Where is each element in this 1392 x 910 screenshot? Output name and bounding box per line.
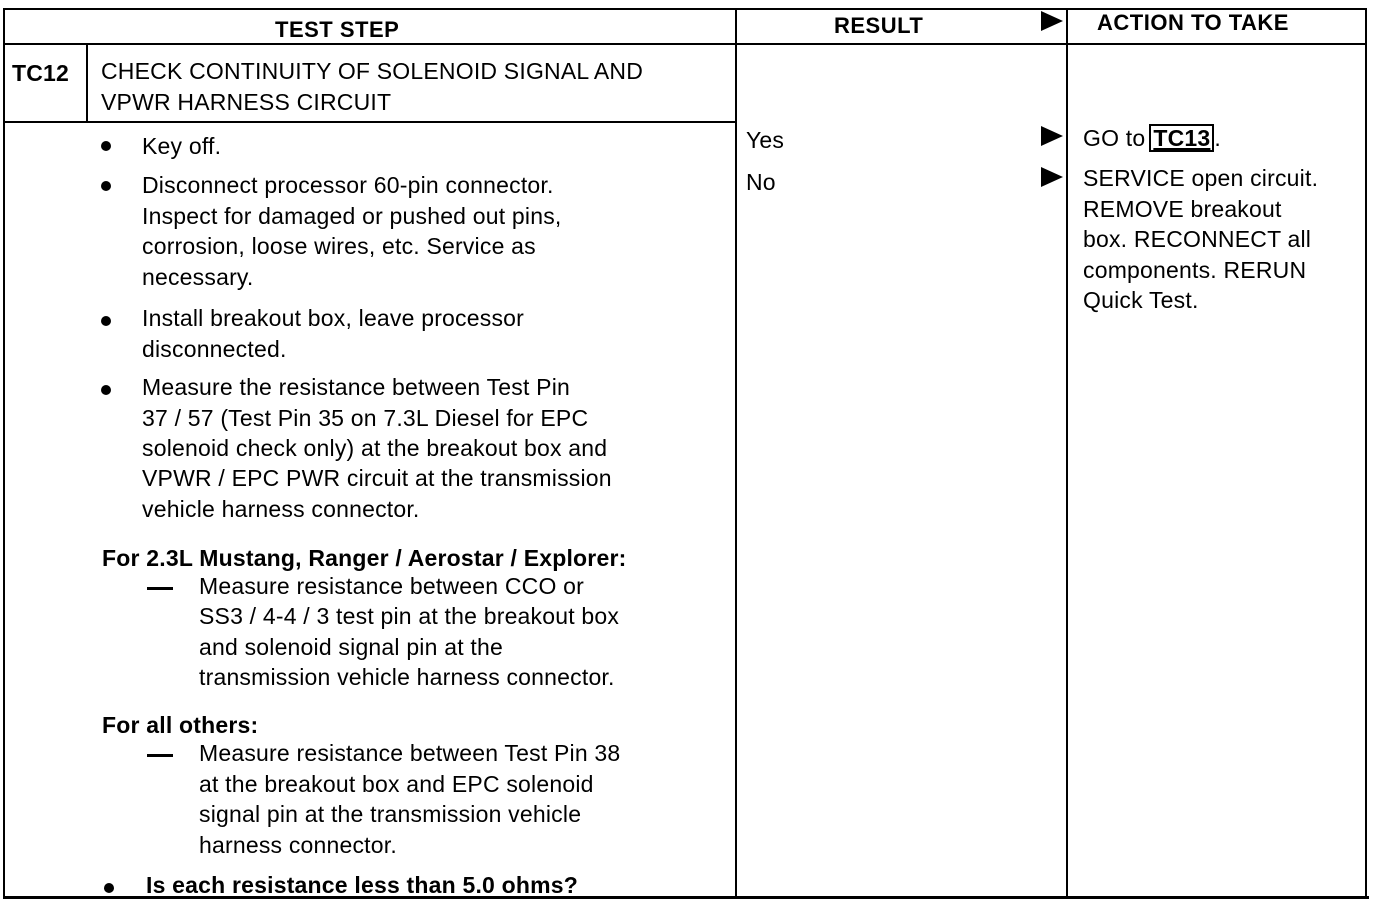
bullet-icon	[101, 141, 111, 151]
column-divider-result	[735, 8, 737, 898]
section-others-line: signal pin at the transmission vehicle	[199, 801, 582, 827]
section-others-line: harness connector.	[199, 832, 397, 858]
result-yes-arrow-icon	[1041, 126, 1063, 146]
step-reference-tc13[interactable]: TC13	[1149, 124, 1214, 152]
column-divider-action	[1066, 8, 1068, 898]
bullet-1-line: Key off.	[142, 133, 222, 159]
section-mustang-line: Measure resistance between CCO or	[199, 573, 584, 599]
step-id: TC12	[12, 60, 70, 86]
section-others-heading: For all others:	[102, 712, 259, 738]
action-no-line: Quick Test.	[1083, 287, 1199, 313]
header-arrow-icon	[1041, 11, 1063, 31]
action-no-line: SERVICE open circuit.	[1083, 165, 1319, 191]
bullet-4-line: 37 / 57 (Test Pin 35 on 7.3L Diesel for EPC	[142, 405, 589, 431]
section-mustang-line: transmission vehicle harness connector.	[199, 664, 615, 690]
action-no-line: REMOVE breakout	[1083, 196, 1282, 222]
header-result: RESULT	[834, 13, 924, 38]
section-mustang-line: and solenoid signal pin at the	[199, 634, 503, 660]
header-action: ACTION TO TAKE	[1097, 10, 1289, 35]
result-yes: Yes	[746, 127, 785, 153]
bullet-2-line: Disconnect processor 60-pin connector.	[142, 172, 554, 198]
header-test-step: TEST STEP	[275, 17, 400, 42]
bullet-2-line: necessary.	[142, 264, 254, 290]
section-others-line: at the breakout box and EPC solenoid	[199, 771, 594, 797]
bullet-icon	[104, 883, 114, 893]
bullet-icon	[101, 316, 111, 326]
dash-icon	[147, 587, 173, 590]
bullet-4-line: VPWR / EPC PWR circuit at the transmission	[142, 465, 612, 491]
final-question: Is each resistance less than 5.0 ohms?	[146, 872, 579, 898]
step-id-divider	[86, 44, 88, 123]
step-title-line2: VPWR HARNESS CIRCUIT	[101, 89, 392, 115]
bullet-3-line: Install breakout box, leave processor	[142, 305, 524, 331]
table-left-border	[3, 8, 5, 898]
section-mustang-line: SS3 / 4-4 / 3 test pin at the breakout box	[199, 603, 620, 629]
bullet-3-line: disconnected.	[142, 336, 287, 362]
action-yes-prefix: GO to	[1083, 125, 1146, 151]
bullet-4-line: Measure the resistance between Test Pin	[142, 374, 570, 400]
bullet-4-line: vehicle harness connector.	[142, 496, 420, 522]
action-yes-suffix: .	[1214, 125, 1221, 151]
section-others-line: Measure resistance between Test Pin 38	[199, 740, 621, 766]
header-bottom-rule	[3, 43, 1367, 45]
result-no: No	[746, 169, 776, 195]
step-title-line1: CHECK CONTINUITY OF SOLENOID SIGNAL AND	[101, 58, 643, 84]
action-yes	[1083, 123, 1221, 154]
bullet-2-line: corrosion, loose wires, etc. Service as	[142, 233, 536, 259]
section-mustang-heading: For 2.3L Mustang, Ranger / Aerostar / Explorer:	[102, 545, 627, 571]
action-no-line: components. RERUN	[1083, 257, 1307, 283]
table-right-border	[1365, 8, 1367, 898]
step-title-rule	[3, 121, 736, 123]
bullet-icon	[101, 181, 111, 191]
dash-icon	[147, 754, 173, 757]
action-no-line: box. RECONNECT all	[1083, 226, 1312, 252]
bullet-icon	[101, 385, 111, 395]
result-no-arrow-icon	[1041, 167, 1063, 187]
bullet-4-line: solenoid check only) at the breakout box and	[142, 435, 608, 461]
bullet-2-line: Inspect for damaged or pushed out pins,	[142, 203, 562, 229]
